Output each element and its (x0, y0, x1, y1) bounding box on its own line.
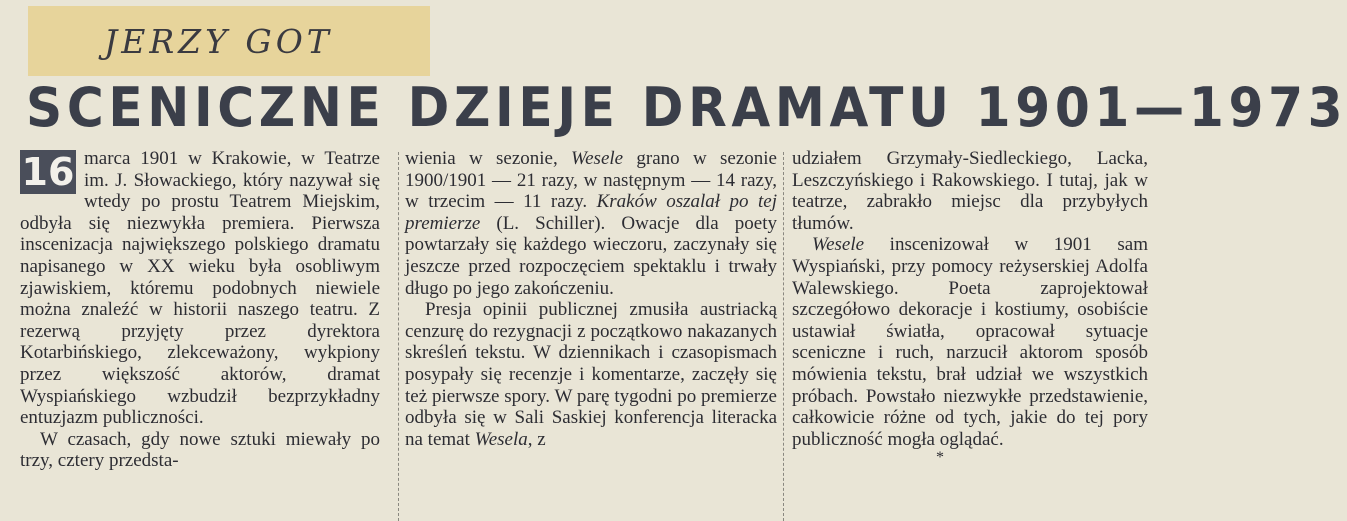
section-ornament: * (936, 449, 944, 467)
quotation: Kraków oszalał po tej premierze (405, 191, 777, 234)
article-column-2 (405, 148, 777, 450)
play-title: Wesele (571, 148, 624, 169)
author-name: JERZY GOT (104, 22, 333, 61)
text-run: , z (527, 428, 546, 450)
text-run: grano w sezonie 1900/1901 — 21 razy, w następnym — 14 razy, w trzecim — 11 razy. (405, 148, 777, 213)
play-title: Wesela (474, 428, 528, 450)
drop-cap: 16 (21, 150, 75, 194)
text-run: inscenizował w 1901 sam Wyspiański, przy pomocy reżyserskiej Adolfa Walewskiego. Poeta zaprojektował szczegółowo dekoracje i kostiumy, osobiście ustawiał światła, opracował sytuacje sceniczne i ruch, narzucił aktorom sposób mówienia tekstu, brał udział we wszystkich próbach. Powstało niezwykłe przedstawienie, całkowicie różne od tych, jakie do tej pory publiczność mogła oglądać. (792, 234, 1148, 450)
paragraph (405, 299, 777, 450)
text-run: Presja opinii publicznej zmusiła austriacką cenzurę do rezygnacji z początkowo nakazanych skreśleń tekstu. W dziennikach i czasopismach posypały się recenzje i komentarze, zaczęły się też pierwsze spory. W parę tygodni po premierze odbyła się w Sali Saskiej konferencja literacka na temat (405, 299, 777, 450)
paragraph (792, 234, 1148, 450)
column-divider (398, 152, 399, 521)
paragraph (405, 148, 777, 299)
paragraph: W czasach, gdy nowe sztuki miewały po trzy, cztery przedsta- (20, 428, 380, 472)
author-banner (28, 6, 430, 76)
text-run: (L. Schiller). Owacje dla poety powtarzały się każdego wieczoru, zaczynały się jeszcze przed rozpoczęciem spektaklu i trwały długo po jego zakończeniu. (405, 212, 777, 299)
play-title: Wesele (812, 234, 865, 256)
article-column-1 (20, 148, 380, 472)
article-column-3 (792, 148, 1148, 466)
article-headline: SCENICZNE DZIEJE DRAMATU 1901—1973 (26, 76, 1347, 139)
paragraph: udziałem Grzymały-Siedleckiego, Lacka, Leszczyńskiego i Rakowskiego. I tutaj, jak w teatrze, zabrakło miejsc dla przybyłych tłumów. (792, 148, 1148, 234)
paragraph-text: marca 1901 w Krakowie, w Teatrze im. J. Słowackiego, który nazywał się wtedy po prostu Teatrem Miejskim, odbyła się niezwykła premiera. Pierwsza inscenizacja największego polskiego dramatu napisanego w XX wieku była osobliwym zjawiskiem, któremu podobnych niewiele można znaleźć w historii naszego teatru. Z rezerwą przyjęty przez dyrektora Kotarbińskiego, zlekceważony, wykpiony przez większość aktorów, dramat Wyspiańskiego wzbudził bezprzykładny entuzjazm publiczności. (20, 148, 380, 429)
paragraph (20, 148, 380, 429)
text-run: wienia w sezonie, (405, 148, 572, 169)
